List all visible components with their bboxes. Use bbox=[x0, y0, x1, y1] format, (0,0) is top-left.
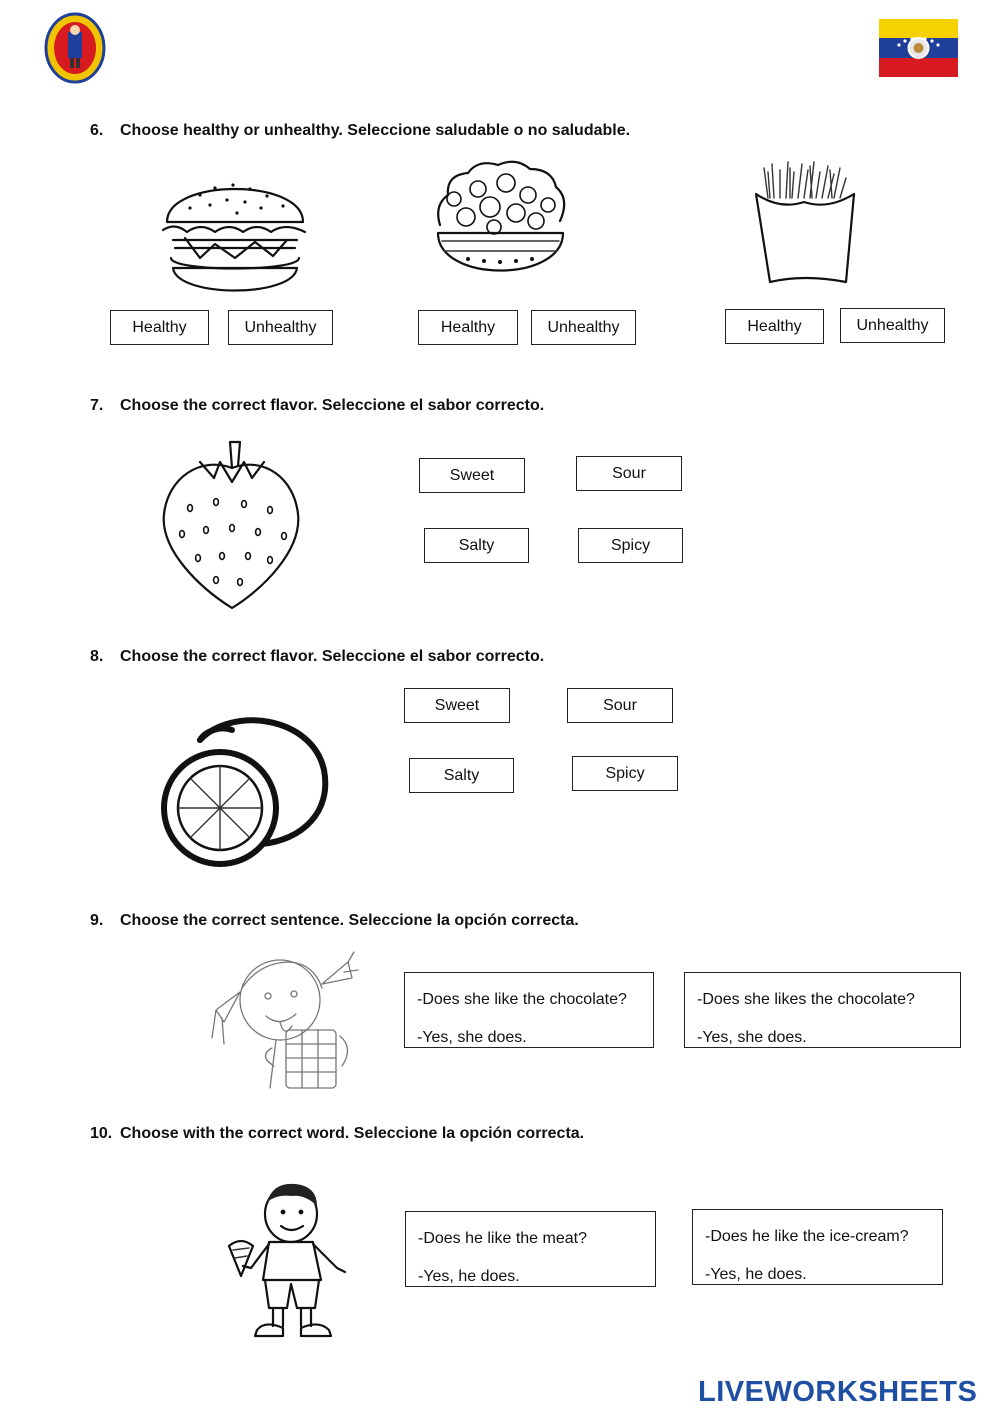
q10-option-b[interactable]: -Does he like the ice-cream? -Yes, he does. bbox=[692, 1209, 943, 1285]
q6-fries-unhealthy-option[interactable]: Unhealthy bbox=[840, 308, 945, 343]
q8-spicy-option[interactable]: Spicy bbox=[572, 756, 678, 791]
boy-with-ice-cream-illustration bbox=[225, 1180, 355, 1345]
q8-sour-option[interactable]: Sour bbox=[567, 688, 673, 723]
salad-illustration bbox=[428, 155, 573, 290]
q6-salad-healthy-option[interactable]: Healthy bbox=[418, 310, 518, 345]
lemon-illustration bbox=[162, 710, 334, 872]
q6-hamburger-unhealthy-option[interactable]: Unhealthy bbox=[228, 310, 333, 345]
question-7-title: 7. Choose the correct flavor. Seleccione el sabor correcto. bbox=[90, 397, 545, 414]
q7-sour-option[interactable]: Sour bbox=[576, 456, 682, 491]
venezuela-flag bbox=[879, 19, 958, 77]
question-6-title: 6. Choose healthy or unhealthy. Seleccione saludable o no saludable. bbox=[90, 122, 631, 139]
strawberry-illustration bbox=[160, 438, 305, 613]
school-logo bbox=[44, 12, 106, 84]
q9-option-b[interactable]: -Does she likes the chocolate? -Yes, she does. bbox=[684, 972, 961, 1048]
q7-sweet-option[interactable]: Sweet bbox=[419, 458, 525, 493]
girl-with-chocolate-illustration bbox=[210, 948, 360, 1093]
q7-salty-option[interactable]: Salty bbox=[424, 528, 529, 563]
q6-salad-unhealthy-option[interactable]: Unhealthy bbox=[531, 310, 636, 345]
q8-salty-option[interactable]: Salty bbox=[409, 758, 514, 793]
question-8-title: 8. Choose the correct flavor. Seleccione el sabor correcto. bbox=[90, 648, 545, 665]
french-fries-illustration bbox=[750, 158, 860, 286]
q7-spicy-option[interactable]: Spicy bbox=[578, 528, 683, 563]
q6-hamburger-healthy-option[interactable]: Healthy bbox=[110, 310, 209, 345]
q10-option-a[interactable]: -Does he like the meat? -Yes, he does. bbox=[405, 1211, 656, 1287]
hamburger-illustration bbox=[155, 160, 315, 300]
q9-option-a[interactable]: -Does she like the chocolate? -Yes, she does. bbox=[404, 972, 654, 1048]
question-10-title: 10. Choose with the correct word. Seleccione la opción correcta. bbox=[90, 1125, 585, 1142]
question-9-title: 9. Choose the correct sentence. Seleccione la opción correcta. bbox=[90, 912, 579, 929]
q6-fries-healthy-option[interactable]: Healthy bbox=[725, 309, 824, 344]
liveworksheets-logo: LIVEWORKSHEETS bbox=[698, 1376, 978, 1408]
q8-sweet-option[interactable]: Sweet bbox=[404, 688, 510, 723]
